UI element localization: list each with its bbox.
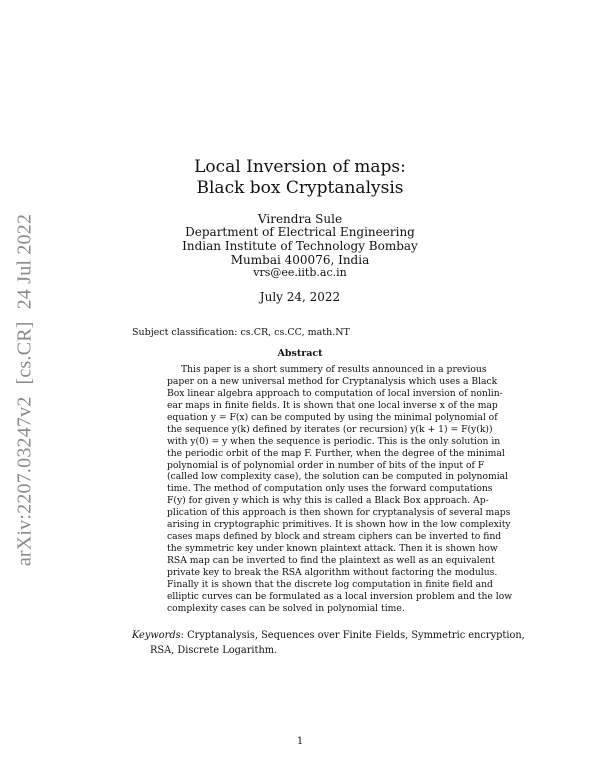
author-institute: Indian Institute of Technology Bombay bbox=[182, 239, 418, 253]
abstract-line: arising in cryptographic primitives. It is shown how in the low complexity bbox=[167, 519, 511, 531]
title-line-1: Local Inversion of maps: bbox=[194, 157, 406, 177]
abstract-line: with y(0) = y when the sequence is periodic. This is the only solution in bbox=[167, 435, 501, 447]
abstract-heading: Abstract bbox=[277, 348, 323, 359]
abstract-line: elliptic curves can be formulated as a local inversion problem and the low bbox=[167, 590, 513, 602]
abstract-line: ear maps in finite fields. It is shown that one local inverse x of the map bbox=[167, 399, 498, 411]
author-email: vrs@ee.iitb.ac.in bbox=[253, 266, 347, 279]
arxiv-id: arXiv:2207.03247v2 bbox=[13, 396, 36, 567]
author-name: Virendra Sule bbox=[257, 212, 343, 226]
abstract-line: F(y) for given y which is why this is called a Black Box approach. Ap- bbox=[167, 495, 489, 507]
abstract-line: paper on a new universal method for Cryptanalysis which uses a Black bbox=[167, 375, 498, 387]
abstract-line: RSA map can be inverted to find the plaintext as well as an equivalent bbox=[167, 555, 495, 566]
abstract-line: Finally it is shown that the discrete log computation in finite field and bbox=[167, 578, 493, 590]
abstract-line: private key to break the RSA algorithm without factoring the modulus. bbox=[167, 566, 498, 578]
abstract-line: the periodic orbit of the map F. Further, when the degree of the minimal bbox=[167, 447, 505, 459]
abstract-line: This paper is a short summery of results announced in a previous bbox=[181, 364, 487, 375]
abstract-line: plication of this approach is then shown for cryptanalysis of several maps bbox=[167, 507, 511, 519]
abstract-line: the sequence y(k) defined by iterates (or recursion) y(k + 1) = F(y(k)) bbox=[167, 423, 493, 435]
keywords bbox=[132, 628, 525, 658]
abstract-line: complexity cases can be solved in polynomial time. bbox=[167, 602, 405, 614]
page-number: 1 bbox=[296, 736, 304, 747]
abstract-line: equation y = F(x) can be computed by using the minimal polynomial of bbox=[167, 411, 498, 423]
abstract-line: the symmetric key under known plaintext attack. Then it is shown how bbox=[167, 543, 498, 555]
title-line-2: Black box Cryptanalysis bbox=[196, 178, 404, 198]
arxiv-date: 24 Jul 2022 bbox=[13, 213, 36, 310]
paper-date: July 24, 2022 bbox=[259, 290, 341, 304]
keywords-line-2: RSA, Discrete Logarithm. bbox=[150, 645, 278, 656]
subject-classification: Subject classification: cs.CR, cs.CC, math.NT bbox=[132, 327, 350, 338]
author-department: Department of Electrical Engineering bbox=[185, 225, 415, 239]
abstract-line: Box linear algebra approach to computation of local inversion of nonlin- bbox=[167, 387, 503, 399]
abstract-line: polynomial is of polynomial order in number of bits of the input of F bbox=[167, 459, 485, 471]
abstract-body bbox=[167, 364, 513, 615]
keywords-label: Keywords bbox=[132, 630, 181, 641]
abstract-line: (called low complexity case), the solution can be computed in polynomial bbox=[167, 471, 509, 483]
author-address: Mumbai 400076, India bbox=[230, 253, 370, 267]
abstract-line: time. The method of computation only uses the forward computations bbox=[167, 483, 493, 495]
abstract-line: cases maps defined by block and stream ciphers can be inverted to find bbox=[167, 531, 502, 543]
arxiv-category: [cs.CR] bbox=[13, 321, 36, 385]
keywords-line-1: : Cryptanalysis, Sequences over Finite Fields, Symmetric encryption, bbox=[180, 630, 525, 641]
